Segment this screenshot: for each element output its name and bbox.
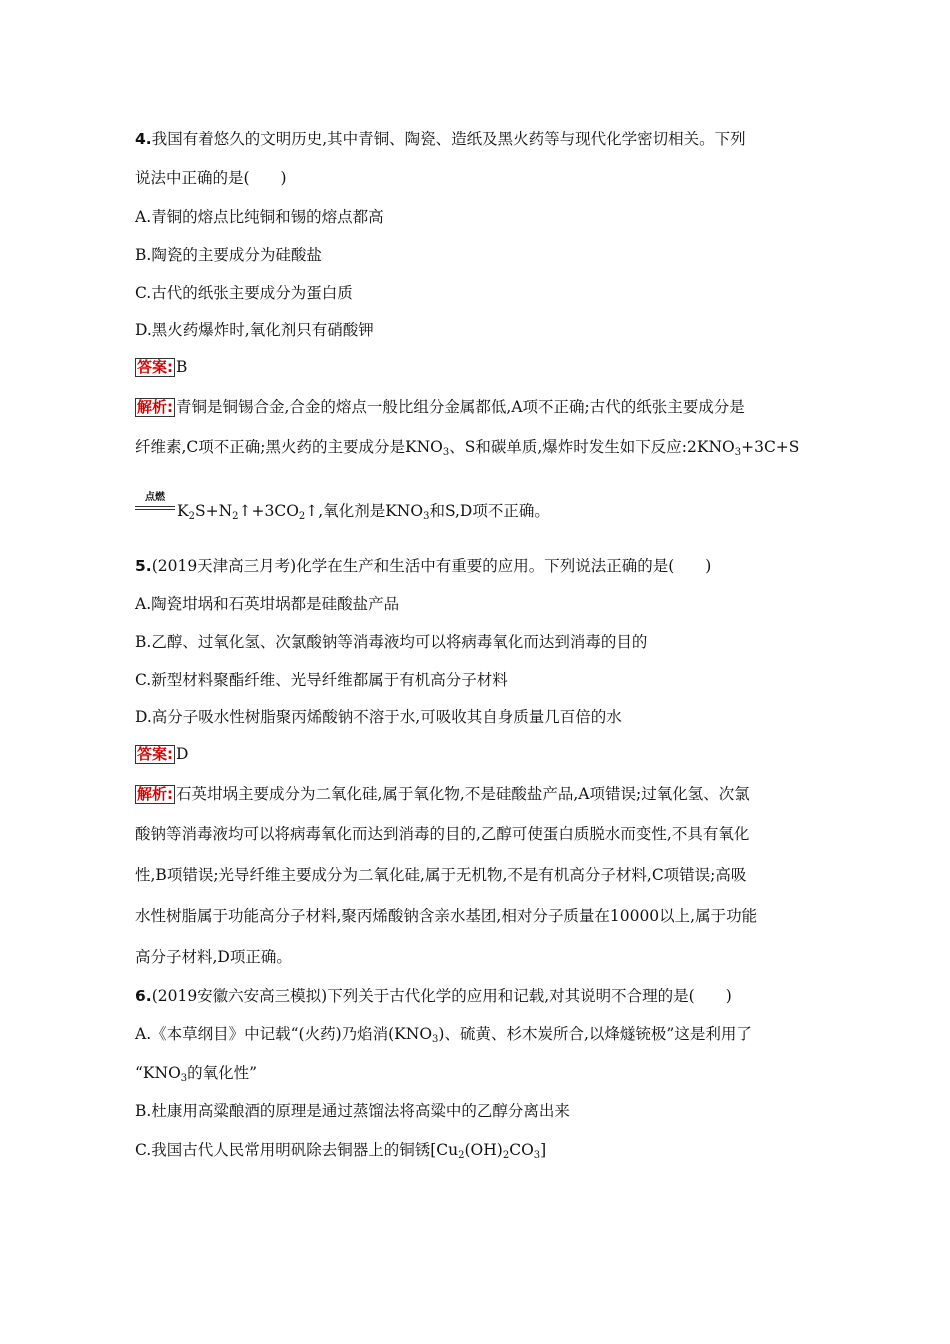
q4-eq-co: ↑+3CO (238, 502, 299, 520)
q5-stem-text: (2019天津高三月考)化学在生产和生活中有重要的应用。下列说法正确的是( ) (151, 557, 712, 575)
subscript: 3 (734, 447, 742, 458)
q6-option-c-text-b: (OH) (464, 1141, 503, 1159)
q6-option-a-text-1b: )、硫黄、杉木炭所合,以烽燧铳极”这是利用了 (438, 1025, 752, 1043)
q5-analysis-line5: 高分子材料,D项正确。 (135, 948, 292, 966)
reaction-double-line (135, 506, 175, 510)
q4-analysis-text-2b: 、S和碳单质,爆炸时发生如下反应:2KNO (449, 438, 735, 456)
q5-number: 5. (135, 557, 152, 575)
subscript: 3 (423, 511, 430, 522)
q4-analysis-line1 (135, 397, 745, 417)
q5-answer-value: D (176, 745, 189, 763)
q6-option-c-text-d: ] (540, 1141, 547, 1159)
q4-number: 4. (135, 130, 152, 148)
q4-eq-sn: S+N (194, 502, 233, 520)
q5-option-c: C.新型材料聚酯纤维、光导纤维都属于有机高分子材料 (135, 671, 508, 689)
q4-option-a: A.青铜的熔点比纯铜和锡的熔点都高 (135, 208, 384, 226)
q4-answer-line (135, 357, 187, 377)
q6-option-a-text-1a: A.《本草纲目》中记载“(火药)乃焰消(KNO (135, 1025, 433, 1043)
subscript: 3 (180, 1073, 188, 1084)
analysis-tag: 解析: (137, 785, 173, 803)
q6-option-a-text-2b: 的氧化性” (187, 1064, 258, 1082)
q6-option-a-line2 (135, 1063, 257, 1083)
q4-analysis-line2 (135, 437, 799, 457)
q5-analysis-line2: 酸钠等消毒液均可以将病毒氧化而达到消毒的目的,乙醇可使蛋白质脱水而变性,不具有氧化 (135, 825, 750, 843)
q4-answer-value: B (176, 358, 188, 376)
q5-analysis-text-1: 石英坩埚主要成分为二氧化硅,属于氧化物,不是硅酸盐产品,A项错误;过氧化氢、次氯 (176, 785, 750, 803)
reaction-condition-label: 点燃 (145, 492, 165, 503)
subscript: 2 (188, 511, 195, 522)
subscript: 3 (533, 1150, 541, 1161)
q5-option-a: A.陶瓷坩埚和石英坩埚都是硅酸盐产品 (135, 595, 400, 613)
q4-stem-line2: 说法中正确的是( ) (135, 169, 287, 187)
q6-option-b: B.杜康用高粱酿酒的原理是通过蒸馏法将高粱中的乙醇分离出来 (135, 1102, 570, 1120)
q6-option-c (135, 1140, 546, 1160)
q5-analysis-line1 (135, 784, 750, 804)
q5-analysis-line3: 性,B项错误;光导纤维主要成分为二氧化硅,属于无机物,不是有机高分子材料,C项错误;高吸 (135, 866, 747, 884)
subscript: 2 (502, 1150, 510, 1161)
q5-analysis-line4: 水性树脂属于功能高分子材料,聚丙烯酸钠含亲水基团,相对分子质量在10000以上,属于功能 (135, 907, 758, 925)
q6-stem-text: (2019安徽六安高三模拟)下列关于古代化学的应用和记载,对其说明不合理的是( ) (151, 987, 732, 1005)
q4-analysis-text-1: 青铜是铜锡合金,合金的熔点一般比组分金属都低,A项不正确;古代的纸张主要成分是 (176, 398, 745, 416)
q4-option-c: C.古代的纸张主要成分为蛋白质 (135, 284, 353, 302)
q4-eq-k: K (177, 502, 189, 520)
q5-stem (135, 556, 711, 576)
q4-equation-line (177, 501, 550, 521)
q6-option-a-text-2a: “KNO (135, 1064, 181, 1082)
q6-number: 6. (135, 987, 152, 1005)
q5-option-d: D.高分子吸水性树脂聚丙烯酸钠不溶于水,可吸收其自身质量几百倍的水 (135, 708, 622, 726)
q4-eq-end: 和S,D项不正确。 (429, 502, 550, 520)
q4-analysis-text-2c: +3C+S (741, 438, 800, 456)
reaction-condition (135, 492, 175, 510)
q4-stem-line1 (135, 129, 746, 149)
subscript: 2 (298, 511, 306, 522)
q4-option-d: D.黑火药爆炸时,氧化剂只有硝酸钾 (135, 321, 374, 339)
analysis-tag: 解析: (137, 398, 173, 416)
subscript: 3 (442, 447, 450, 458)
q4-option-b: B.陶瓷的主要成分为硅酸盐 (135, 246, 322, 264)
q4-stem-text-1: 我国有着悠久的文明历史,其中青铜、陶瓷、造纸及黑火药等与现代化学密切相关。下列 (151, 130, 746, 148)
q5-answer-line (135, 744, 188, 764)
subscript: 3 (432, 1034, 439, 1045)
subscript: 2 (232, 511, 239, 522)
q6-stem (135, 986, 732, 1006)
q6-option-c-text-a: C.我国古代人民常用明矾除去铜器上的铜锈[Cu (135, 1141, 459, 1159)
q5-option-b: B.乙醇、过氧化氢、次氯酸钠等消毒液均可以将病毒氧化而达到消毒的目的 (135, 633, 648, 651)
q6-option-a-line1 (135, 1024, 752, 1044)
q4-analysis-text-2a: 纤维素,C项不正确;黑火药的主要成分是KNO (135, 438, 443, 456)
q6-option-c-text-c: CO (509, 1141, 534, 1159)
answer-tag: 答案: (137, 358, 173, 376)
q4-eq-tail: ↑,氧化剂是KNO (305, 502, 424, 520)
answer-tag: 答案: (137, 745, 173, 763)
subscript: 2 (458, 1150, 465, 1161)
